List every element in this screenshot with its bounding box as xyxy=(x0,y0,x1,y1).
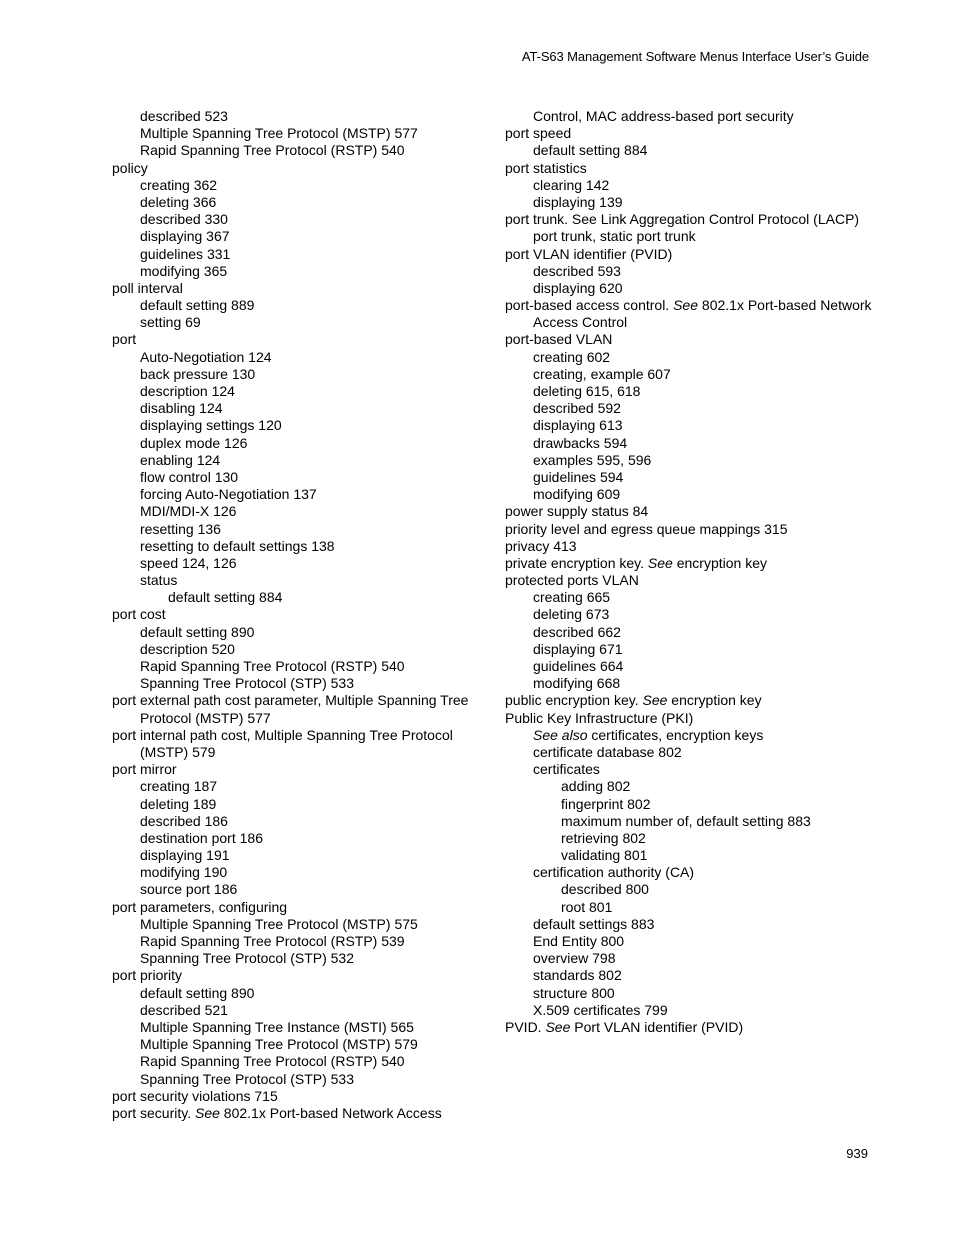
index-subentry: displaying 191 xyxy=(140,847,230,864)
see-reference: See also xyxy=(533,726,588,743)
index-subentry: X.509 certificates 799 xyxy=(533,1001,668,1018)
index-entry: poll interval xyxy=(112,279,183,296)
index-subentry: clearing 142 xyxy=(533,176,610,193)
index-subentry: End Entity 800 xyxy=(533,933,625,949)
index-subentry: adding 802 xyxy=(561,778,631,795)
index-subentry: disabling 124 xyxy=(140,400,223,417)
index-entry: power supply status 84 xyxy=(505,503,649,520)
index-entry-text: port security. xyxy=(112,1104,195,1121)
index-entry xyxy=(505,555,875,572)
index-entry-target: 802.1x Port-based Network xyxy=(698,297,872,314)
index-subentry: modifying 365 xyxy=(140,262,228,279)
index-entry-text: port-based access control. xyxy=(505,297,674,314)
index-entry-target: encryption key xyxy=(667,692,762,709)
index-entry-text: private encryption key. xyxy=(505,554,648,571)
index-subentry: deleting 189 xyxy=(140,795,217,812)
index-subentry: setting 69 xyxy=(140,314,201,331)
index-subentry: Spanning Tree Protocol (STP) 532 xyxy=(140,950,355,967)
index-subentry: Access Control xyxy=(533,314,628,331)
index-entry: port parameters, configuring xyxy=(112,898,288,915)
index-subentry: flow control 130 xyxy=(140,468,239,485)
index-entry: port priority xyxy=(112,967,183,984)
index-subentry: modifying 190 xyxy=(140,864,228,881)
index-subentry: Rapid Spanning Tree Protocol (RSTP) 540 xyxy=(140,658,405,674)
index-entry: priority level and egress queue mappings 315 xyxy=(505,520,788,537)
index-subentry: overview 798 xyxy=(533,950,616,967)
index-subentry: displaying 367 xyxy=(140,228,230,245)
index-subentry: Protocol (MSTP) 577 xyxy=(140,709,271,726)
index-subentry: described 800 xyxy=(561,881,649,898)
index-subentry: (MSTP) 579 xyxy=(140,743,216,760)
index-subentry: Spanning Tree Protocol (STP) 533 xyxy=(140,1070,355,1087)
index-subentry: Rapid Spanning Tree Protocol (RSTP) 540 xyxy=(140,1053,405,1070)
index-subentry: structure 800 xyxy=(533,984,615,1001)
index-subentry: modifying 668 xyxy=(533,675,621,692)
index-subentry: creating 362 xyxy=(140,176,218,193)
index-entry-text: PVID. xyxy=(505,1018,546,1035)
index-subentry: guidelines 331 xyxy=(140,245,231,262)
index-column-right xyxy=(505,108,875,1036)
index-entry: port statistics xyxy=(505,159,587,176)
index-entry: privacy 413 xyxy=(505,537,577,554)
index-subentry: enabling 124 xyxy=(140,451,221,468)
index-entry: port-based VLAN xyxy=(505,331,613,348)
index-subentry: Rapid Spanning Tree Protocol (RSTP) 540 xyxy=(140,142,405,159)
index-subentry: back pressure 130 xyxy=(140,365,256,382)
index-subentry: displaying 671 xyxy=(533,640,623,657)
index-subentry: guidelines 664 xyxy=(533,658,624,674)
index-subentry: Multiple Spanning Tree Protocol (MSTP) 577 xyxy=(140,125,418,142)
index-subentry: deleting 615, 618 xyxy=(533,383,641,399)
index-entry: port speed xyxy=(505,125,572,142)
page-number: 939 xyxy=(846,1146,868,1161)
index-subentry: MDI/MDI-X 126 xyxy=(140,503,237,520)
index-entry: port mirror xyxy=(112,761,177,778)
index-entry: port cost xyxy=(112,606,166,623)
index-subentry: resetting to default settings 138 xyxy=(140,537,335,554)
index-subentry: described 521 xyxy=(140,1001,228,1018)
index-subentry: displaying 139 xyxy=(533,193,623,210)
index-entry: port security violations 715 xyxy=(112,1087,278,1104)
index-subentry: Spanning Tree Protocol (STP) 533 xyxy=(140,675,355,692)
index-subentry: Rapid Spanning Tree Protocol (RSTP) 539 xyxy=(140,933,405,949)
see-reference: See xyxy=(673,297,699,314)
index-subentry: certification authority (CA) xyxy=(533,864,695,881)
index-entry: protected ports VLAN xyxy=(505,572,639,589)
index-subentry: Multiple Spanning Tree Protocol (MSTP) 579 xyxy=(140,1036,418,1053)
index-subentry: status xyxy=(140,572,178,589)
index-subentry: described 662 xyxy=(533,623,621,640)
index-subentry: deleting 673 xyxy=(533,606,610,623)
index-subentry: Multiple Spanning Tree Instance (MSTI) 565 xyxy=(140,1018,414,1035)
index-entry: port xyxy=(112,331,137,348)
index-subentry: default setting 890 xyxy=(140,623,255,640)
index-subentry: Control, MAC address-based port security xyxy=(533,108,794,124)
index-subentry: creating 665 xyxy=(533,589,611,606)
index-subentry: port trunk, static port trunk xyxy=(533,228,696,245)
index-subentry: described 593 xyxy=(533,262,621,279)
index-subentry: default setting 884 xyxy=(533,142,648,159)
index-subentry: validating 801 xyxy=(561,847,648,864)
index-entry: Public Key Infrastructure (PKI) xyxy=(505,709,694,726)
index-entry-text: public encryption key. xyxy=(505,692,643,709)
index-subentry: description 520 xyxy=(140,640,235,657)
index-entry: port VLAN identifier (PVID) xyxy=(505,245,673,262)
index-subentry: resetting 136 xyxy=(140,520,221,537)
index-subentry: default setting 889 xyxy=(140,297,255,314)
index-subentry: root 801 xyxy=(561,898,613,915)
index-subentry: source port 186 xyxy=(140,881,238,898)
running-header: AT-S63 Management Software Menus Interface User’s Guide xyxy=(521,49,869,64)
index-subentry: default settings 883 xyxy=(533,915,655,932)
see-reference: See xyxy=(642,692,668,709)
index-subentry: described 592 xyxy=(533,400,621,417)
index-subentry: displaying 620 xyxy=(533,279,623,296)
index-entry xyxy=(112,1105,482,1122)
index-subentry: examples 595, 596 xyxy=(533,451,652,468)
index-subentry: guidelines 594 xyxy=(533,468,624,485)
index-subentry: drawbacks 594 xyxy=(533,434,628,451)
index-subentry: creating 602 xyxy=(533,348,611,365)
index-entry: port trunk. See Link Aggregation Control Protocol (LACP) xyxy=(505,211,860,228)
index-subentry: destination port 186 xyxy=(140,829,263,846)
index-subentry: displaying 613 xyxy=(533,417,623,434)
index-subentry: default setting 890 xyxy=(140,984,255,1001)
index-subentry: creating, example 607 xyxy=(533,365,671,382)
index-subentry: certificates xyxy=(533,761,600,778)
index-subentry: described 186 xyxy=(140,812,228,829)
see-reference: See xyxy=(647,554,673,571)
index-subentry xyxy=(505,727,875,744)
index-entry-target: Port VLAN identifier (PVID) xyxy=(570,1018,744,1035)
index-subentry: forcing Auto-Negotiation 137 xyxy=(140,486,317,503)
index-subentry: displaying settings 120 xyxy=(140,417,282,434)
index-entry-target: certificates, encryption keys xyxy=(587,726,764,743)
index-subentry: retrieving 802 xyxy=(561,829,646,846)
index-subentry: Auto-Negotiation 124 xyxy=(140,348,272,365)
index-entry xyxy=(505,692,875,709)
index-subentry: speed 124, 126 xyxy=(140,554,237,571)
index-subentry: modifying 609 xyxy=(533,486,621,503)
index-column-left xyxy=(112,108,482,1122)
index-subentry: description 124 xyxy=(140,383,235,399)
index-entry: port external path cost parameter, Multiple Spanning Tree xyxy=(112,692,469,709)
index-entry xyxy=(505,1019,875,1036)
see-reference: See xyxy=(545,1018,571,1035)
index-entry-target: 802.1x Port-based Network Access xyxy=(219,1104,442,1121)
index-subentry: described 523 xyxy=(140,108,228,124)
index-entry: policy xyxy=(112,159,148,176)
index-subentry: deleting 366 xyxy=(140,193,217,210)
index-subentry: Multiple Spanning Tree Protocol (MSTP) 575 xyxy=(140,915,418,932)
index-entry-target: encryption key xyxy=(672,554,768,571)
index-subentry: default setting 884 xyxy=(168,589,283,606)
index-subentry: certificate database 802 xyxy=(533,743,682,760)
index-subentry: duplex mode 126 xyxy=(140,434,248,451)
index-subentry: standards 802 xyxy=(533,967,622,984)
see-reference: See xyxy=(195,1104,220,1121)
index-entry xyxy=(505,297,875,314)
index-entry: port internal path cost, Multiple Spanning Tree Protocol xyxy=(112,726,453,743)
index-subentry: creating 187 xyxy=(140,778,218,795)
index-subentry: maximum number of, default setting 883 xyxy=(561,812,811,829)
index-subentry: fingerprint 802 xyxy=(561,795,651,812)
index-subentry: described 330 xyxy=(140,211,228,228)
